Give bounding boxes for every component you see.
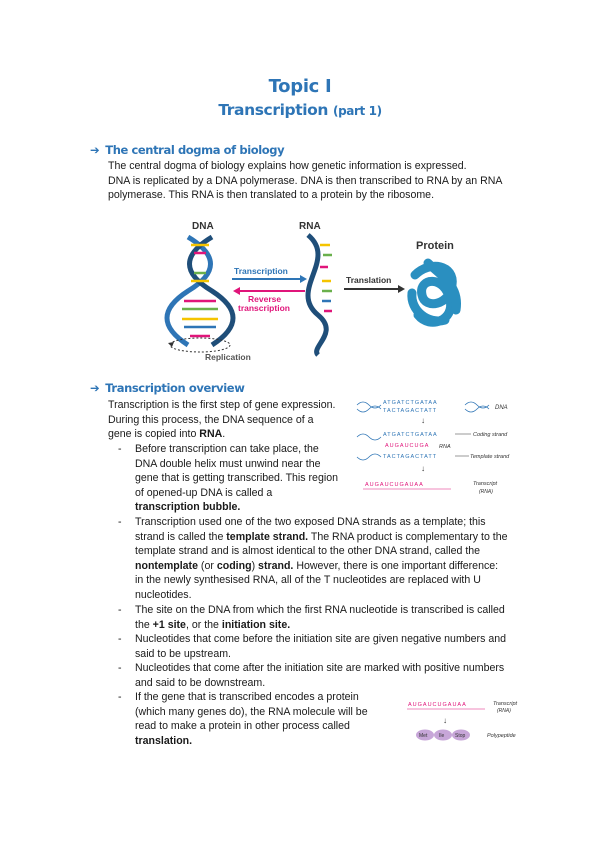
bold-term: coding (216, 559, 252, 572)
bullet-translation (118, 690, 388, 748)
rna-label: RNA (299, 221, 321, 232)
translation-sketch (405, 695, 540, 745)
bullet-dash: - (118, 662, 122, 674)
bold-term: transcription bubble. (135, 501, 241, 513)
arrow-right-icon: ➔ (90, 381, 100, 395)
seq-bottom: TACTAGACTATT (383, 408, 438, 414)
text-span: However, there is one important difference: (293, 559, 499, 572)
amino-acid-3: Stop (455, 733, 466, 739)
text-line: If the gene that is transcribed encodes a protein (135, 691, 359, 703)
text-line: gene that is getting transcribed. This region (135, 472, 338, 484)
bullet-dash: - (118, 633, 122, 645)
polypeptide-label: Polypeptide (487, 733, 516, 739)
text-line: and said to be downstream. (135, 676, 266, 689)
text-line: nucleotides. (135, 588, 192, 601)
text-line: DNA double helix must unwind near the (135, 457, 321, 470)
transcription-label: Transcription (234, 266, 288, 276)
bold-term: +1 site (152, 618, 186, 631)
text-span: gene is copied into (108, 428, 200, 440)
topic-title: Topic I (268, 76, 332, 97)
text-span: . (222, 428, 226, 440)
text-line: in the newly synthesised RNA, all of the T nucleotides are replaced with U (135, 574, 481, 586)
replication-label: Replication (205, 352, 251, 362)
bullet-dash: - (118, 691, 122, 703)
text-span: ) (251, 559, 259, 572)
bullet-dash: - (118, 443, 122, 455)
text-line: polymerase. This RNA is then translated to a protein by the ribosome. (108, 189, 435, 201)
central-dogma-figure (160, 215, 472, 365)
amino-acid-2: Ile (439, 733, 445, 739)
text-line: template strand and is almost identical to the other DNA strand, called the (135, 545, 481, 557)
translation-label: Translation (346, 275, 392, 285)
seq-coding: ATGATCTGATAA (383, 432, 438, 438)
text-span: The RNA product is complementary to the (308, 530, 508, 543)
bullet-template-strand (118, 515, 548, 602)
text-line: read to make a protein in other process called (135, 720, 350, 732)
translation-seq: AUGAUCUGAUAA (408, 702, 467, 708)
text-line: Nucleotides that come after the initiation site are marked with positive numbers (135, 662, 505, 674)
section-heading-text: The central dogma of biology (105, 143, 285, 157)
text-line: During this process, the DNA sequence of a (108, 413, 314, 426)
section-heading-text: Transcription overview (105, 381, 245, 395)
amino-acid-1: Met (419, 733, 428, 739)
text-line: Nucleotides that come before the initiation site are given negative numbers and (135, 633, 507, 645)
text-line: of opened-up DNA is called a (135, 486, 273, 499)
text-span: (or (197, 559, 217, 572)
bullet-dash: - (118, 516, 122, 528)
central-dogma-paragraph (108, 159, 548, 203)
seq-transcript: AUGAUCUGAUAA (365, 482, 424, 488)
overview-intro (108, 398, 368, 442)
text-span: strand is called the (135, 530, 227, 543)
bullet-downstream (118, 661, 548, 690)
down-arrow-icon: ↓ (443, 716, 447, 725)
rna-pol-label: RNA (439, 444, 451, 450)
bold-term: nontemplate (135, 559, 198, 572)
seq-rna-mid: AUGAUCUGA (385, 443, 430, 449)
text-line: Before transcription can take place, the (135, 443, 319, 455)
transcript-label-2: Transcript (493, 701, 518, 707)
down-arrow-icon: ↓ (421, 416, 425, 425)
text-line (108, 427, 368, 442)
text-line (135, 500, 358, 515)
text-line (135, 530, 548, 545)
section-heading-central-dogma (90, 143, 284, 157)
page-title-suffix: (part 1) (333, 104, 382, 118)
bullet-transcription-bubble (118, 442, 358, 515)
transcript-label: Transcript (473, 481, 498, 487)
text-line: Transcription is the first step of gene expression. (108, 399, 336, 411)
protein-label: Protein (416, 240, 454, 252)
transcript-sub: (RNA) (479, 489, 493, 495)
bullet-upstream (118, 632, 548, 661)
text-line (135, 618, 548, 633)
transcription-sketch (355, 395, 535, 507)
reverse-label-2: transcription (238, 303, 290, 313)
bold-term: template strand. (226, 530, 309, 543)
text-line: Transcription used one of the two exposed DNA strands as a template; this (135, 516, 486, 528)
text-line: (which many genes do), the RNA molecule will be (135, 705, 368, 718)
seq-top: ATGATCTGATAA (383, 400, 438, 406)
page-title-main: Transcription (218, 101, 329, 119)
dna-label: DNA (192, 221, 214, 232)
page-title (0, 101, 600, 119)
bullet-dash: - (118, 604, 122, 616)
text-line: DNA is replicated by a DNA polymerase. DNA is then transcribed to RNA by an RNA (108, 174, 503, 187)
text-line: said to be upstream. (135, 647, 231, 660)
bold-term: translation. (135, 734, 193, 747)
text-line: The site on the DNA from which the first RNA nucleotide is transcribed is called (135, 604, 505, 616)
down-arrow-icon: ↓ (421, 464, 425, 473)
bold-term: initiation site. (221, 618, 291, 631)
section-heading-transcription-overview (90, 381, 244, 395)
transcript-sub-2: (RNA) (497, 708, 511, 714)
bold-term: RNA (199, 428, 223, 440)
text-span: the (135, 618, 153, 631)
seq-template: TACTAGACTATT (383, 454, 438, 460)
text-line (135, 559, 548, 574)
coding-strand-label: Coding strand (473, 432, 508, 438)
text-line: The central dogma of biology explains how genetic information is expressed. (108, 160, 467, 172)
amino-acid-chain (416, 730, 470, 741)
sketch-dna-label: DNA (495, 405, 508, 411)
bullet-initiation-site (118, 603, 548, 632)
arrow-right-icon: ➔ (90, 143, 100, 157)
template-strand-label: Template strand (470, 454, 510, 460)
text-line (135, 734, 388, 749)
bold-term: strand. (258, 559, 294, 572)
reverse-label-1: Reverse (248, 294, 282, 304)
text-span: , or the (185, 618, 222, 631)
